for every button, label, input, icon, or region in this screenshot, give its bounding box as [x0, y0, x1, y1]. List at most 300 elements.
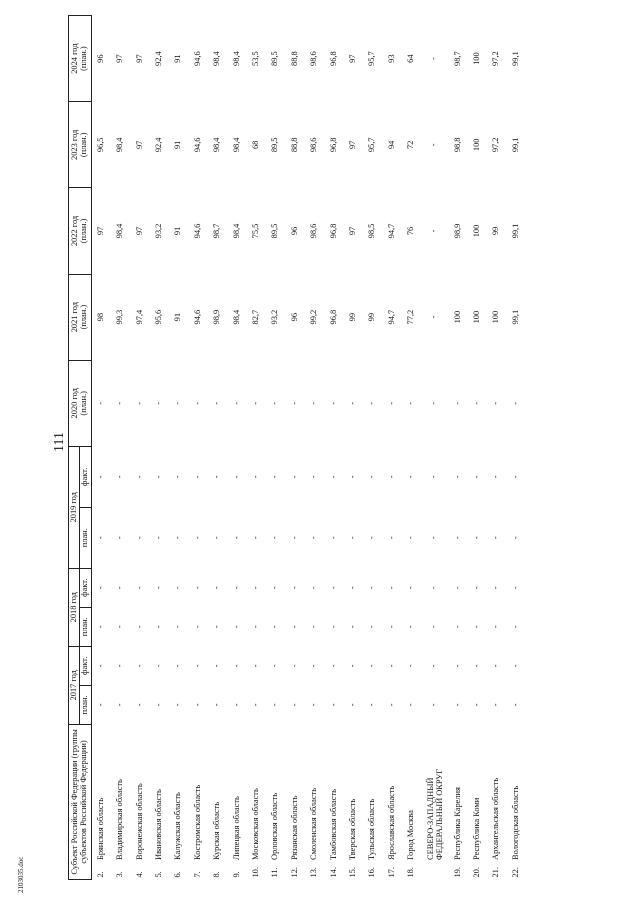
- file-name: 2103035.doc: [17, 856, 25, 893]
- value-cell: -: [309, 536, 319, 540]
- value-cell: 98,4: [231, 223, 241, 239]
- value-cell: 97,2: [491, 137, 501, 153]
- value-cell: -: [429, 536, 439, 540]
- value-cell: -: [491, 703, 501, 707]
- value-cell: -: [192, 401, 202, 405]
- region-name: Тамбовская область: [328, 789, 338, 860]
- value-cell: -: [134, 586, 144, 590]
- value-cell: 89,5: [270, 51, 280, 66]
- value-cell: -: [452, 703, 462, 707]
- value-cell: -: [173, 703, 183, 707]
- value-cell: 82,7: [251, 309, 261, 325]
- value-cell: 98,4: [231, 137, 241, 153]
- value-cell: 92,4: [154, 137, 164, 153]
- region-name: Вологодская область: [510, 785, 520, 860]
- value-cell: 75,5: [251, 223, 261, 239]
- region-name: Рязанская область: [289, 795, 299, 860]
- value-cell: -: [491, 586, 501, 590]
- row-number: 3.: [115, 871, 125, 878]
- value-cell: -: [212, 625, 222, 629]
- value-cell: -: [328, 536, 338, 540]
- value-cell: -: [328, 703, 338, 707]
- table-row: [324, 16, 343, 880]
- value-cell: -: [510, 475, 520, 479]
- value-cell: 98,7: [452, 51, 462, 66]
- value-cell: -: [367, 475, 377, 479]
- value-cell: 99,3: [115, 309, 125, 325]
- value-cell: 94,6: [192, 51, 202, 66]
- value-cell: 94: [386, 140, 396, 150]
- row-number: 12.: [289, 867, 299, 878]
- row-number: 9.: [231, 871, 241, 878]
- row-number: 17.: [386, 867, 396, 878]
- value-cell: 93,2: [154, 223, 164, 239]
- table-header: [69, 16, 92, 880]
- table-row: [91, 16, 111, 880]
- value-cell: 96,8: [328, 137, 338, 153]
- row-number: 13.: [309, 867, 319, 878]
- value-cell: -: [212, 703, 222, 707]
- value-cell: 97: [134, 140, 144, 150]
- value-cell: -: [231, 401, 241, 405]
- value-cell: 97,2: [491, 51, 501, 66]
- value-cell: -: [328, 664, 338, 668]
- value-cell: 100: [471, 310, 481, 324]
- value-cell: -: [270, 401, 280, 405]
- value-cell: -: [510, 664, 520, 668]
- value-cell: -: [309, 703, 319, 707]
- value-cell: -: [367, 586, 377, 590]
- value-cell: -: [134, 664, 144, 668]
- region-name: Орловская область: [270, 792, 280, 860]
- value-cell: -: [386, 664, 396, 668]
- value-cell: -: [289, 536, 299, 540]
- value-cell: -: [367, 703, 377, 707]
- value-cell: 88,8: [289, 137, 299, 153]
- value-cell: 91: [173, 312, 183, 322]
- value-cell: -: [328, 475, 338, 479]
- value-cell: -: [173, 475, 183, 479]
- value-cell: 96,5: [95, 137, 105, 153]
- region-name: Владимирская область: [115, 779, 125, 860]
- value-cell: 94,7: [386, 223, 396, 239]
- value-cell: 77,2: [406, 309, 416, 325]
- value-cell: 76: [406, 226, 416, 236]
- value-cell: -: [95, 586, 105, 590]
- table-row: [363, 16, 382, 880]
- value-cell: 98,4: [115, 137, 125, 153]
- value-cell: -: [367, 625, 377, 629]
- value-cell: -: [154, 536, 164, 540]
- value-cell: -: [251, 703, 261, 707]
- value-cell: -: [328, 401, 338, 405]
- region-name: Город Москва: [406, 810, 416, 860]
- value-cell: -: [429, 586, 439, 590]
- value-cell: -: [347, 586, 357, 590]
- value-cell: -: [452, 475, 462, 479]
- row-number: 11.: [270, 867, 280, 878]
- value-cell: -: [134, 475, 144, 479]
- value-cell: -: [154, 625, 164, 629]
- value-cell: 53,5: [251, 51, 261, 66]
- value-cell: 100: [471, 224, 481, 238]
- value-cell: -: [406, 664, 416, 668]
- value-cell: 98,6: [309, 223, 319, 239]
- region-name: Ярославская область: [386, 785, 396, 860]
- value-cell: 100: [471, 52, 481, 65]
- year-header-2023: 2023 год (план.): [69, 102, 92, 188]
- value-cell: -: [95, 475, 105, 479]
- value-cell: -: [491, 625, 501, 629]
- value-cell: -: [429, 475, 439, 479]
- value-cell: -: [115, 475, 125, 479]
- row-number: 10.: [251, 867, 261, 878]
- value-cell: -: [192, 586, 202, 590]
- value-cell: -: [452, 401, 462, 405]
- region-name: Московская область: [251, 788, 261, 860]
- region-name: Калужская область: [173, 792, 183, 860]
- value-cell: -: [452, 586, 462, 590]
- value-cell: 100: [452, 310, 462, 324]
- page-number: 111: [52, 432, 67, 452]
- value-cell: 94,6: [192, 309, 202, 325]
- value-cell: -: [406, 586, 416, 590]
- rotated-table-container: [68, 15, 633, 880]
- value-cell: -: [212, 664, 222, 668]
- value-cell: -: [270, 703, 280, 707]
- value-cell: -: [212, 586, 222, 590]
- value-cell: -: [95, 703, 105, 707]
- value-cell: -: [115, 703, 125, 707]
- value-cell: -: [289, 664, 299, 668]
- value-cell: -: [347, 401, 357, 405]
- row-number: 15.: [347, 867, 357, 878]
- value-cell: -: [212, 401, 222, 405]
- value-cell: 94,7: [386, 309, 396, 325]
- region-name: Смоленская область: [309, 787, 319, 860]
- year-header-2022: 2022 год (план.): [69, 188, 92, 274]
- value-cell: -: [115, 625, 125, 629]
- value-cell: -: [429, 143, 439, 147]
- table-row: [189, 16, 208, 880]
- value-cell: 88,8: [289, 51, 299, 66]
- value-cell: -: [154, 401, 164, 405]
- value-cell: -: [309, 401, 319, 405]
- value-cell: -: [452, 625, 462, 629]
- value-cell: -: [289, 703, 299, 707]
- value-cell: 97: [347, 140, 357, 150]
- value-cell: 95,7: [367, 51, 377, 66]
- value-cell: -: [471, 625, 481, 629]
- table-row: [111, 16, 130, 880]
- value-cell: 91: [173, 54, 183, 63]
- value-cell: -: [429, 315, 439, 319]
- table-row: [150, 16, 169, 880]
- row-number: 20.: [471, 867, 481, 878]
- value-cell: -: [251, 586, 261, 590]
- value-cell: 96,8: [328, 51, 338, 66]
- table-row: [305, 16, 324, 880]
- value-cell: -: [328, 625, 338, 629]
- value-cell: 98,6: [309, 51, 319, 66]
- value-cell: 98,4: [212, 51, 222, 66]
- value-cell: -: [134, 536, 144, 540]
- year-header-2017: 2017 год: [69, 646, 80, 724]
- value-cell: -: [289, 475, 299, 479]
- value-cell: -: [471, 664, 481, 668]
- value-cell: -: [212, 536, 222, 540]
- value-cell: -: [173, 401, 183, 405]
- value-cell: -: [347, 536, 357, 540]
- table-row: [421, 16, 448, 880]
- value-cell: 98,7: [212, 223, 222, 239]
- row-number: 18.: [406, 867, 416, 878]
- value-cell: 94,6: [192, 137, 202, 153]
- value-cell: -: [95, 625, 105, 629]
- value-cell: -: [173, 536, 183, 540]
- region-name: Республика Коми: [471, 797, 481, 860]
- value-cell: 99,2: [309, 309, 319, 325]
- row-number: 4.: [134, 871, 144, 878]
- value-cell: 96: [289, 312, 299, 322]
- value-cell: -: [347, 703, 357, 707]
- value-cell: -: [347, 625, 357, 629]
- table-row: [487, 16, 506, 880]
- year-header-2020: 2020 год (план.): [69, 360, 92, 446]
- value-cell: -: [154, 703, 164, 707]
- value-cell: -: [386, 475, 396, 479]
- fact-header: факт.: [80, 568, 91, 607]
- value-cell: -: [347, 475, 357, 479]
- value-cell: 98: [95, 312, 105, 322]
- value-cell: -: [173, 586, 183, 590]
- value-cell: -: [251, 475, 261, 479]
- value-cell: 98,5: [367, 223, 377, 239]
- value-cell: 97: [115, 54, 125, 63]
- value-cell: -: [289, 401, 299, 405]
- region-name: Брянская область: [95, 797, 105, 860]
- table-row: [448, 16, 467, 880]
- value-cell: 98,6: [309, 137, 319, 153]
- value-cell: 94,6: [192, 223, 202, 239]
- value-cell: -: [471, 475, 481, 479]
- table-row: [169, 16, 188, 880]
- value-cell: -: [173, 664, 183, 668]
- value-cell: -: [270, 586, 280, 590]
- value-cell: -: [251, 625, 261, 629]
- value-cell: 98,4: [231, 309, 241, 325]
- value-cell: -: [452, 536, 462, 540]
- value-cell: -: [406, 625, 416, 629]
- value-cell: -: [192, 475, 202, 479]
- value-cell: -: [115, 401, 125, 405]
- value-cell: 96: [289, 226, 299, 236]
- value-cell: -: [471, 401, 481, 405]
- value-cell: 99,1: [510, 223, 520, 239]
- value-cell: -: [192, 536, 202, 540]
- row-number: [421, 860, 448, 880]
- value-cell: 97: [134, 226, 144, 236]
- value-cell: -: [429, 664, 439, 668]
- value-cell: -: [491, 401, 501, 405]
- value-cell: 99: [491, 226, 501, 236]
- value-cell: -: [510, 536, 520, 540]
- value-cell: 64: [406, 54, 416, 63]
- value-cell: 93: [386, 54, 396, 63]
- value-cell: -: [386, 536, 396, 540]
- subject-header: Субъект Российской Федерации (группы субъектов Российской Федерации): [69, 724, 92, 879]
- region-name: Республика Карелия: [452, 787, 462, 860]
- value-cell: 92,4: [154, 51, 164, 66]
- value-cell: 98,4: [231, 51, 241, 66]
- value-cell: 95,7: [367, 137, 377, 153]
- value-cell: -: [212, 475, 222, 479]
- value-cell: -: [309, 586, 319, 590]
- value-cell: -: [510, 586, 520, 590]
- row-number: 14.: [328, 867, 338, 878]
- value-cell: -: [429, 229, 439, 233]
- value-cell: 100: [471, 138, 481, 152]
- value-cell: -: [510, 401, 520, 405]
- value-cell: -: [491, 664, 501, 668]
- table-row: [506, 16, 525, 880]
- value-cell: -: [429, 703, 439, 707]
- value-cell: -: [154, 664, 164, 668]
- value-cell: -: [95, 401, 105, 405]
- table-row: [468, 16, 487, 880]
- region-name: Костромская область: [192, 784, 202, 860]
- region-name: Курская область: [212, 801, 222, 860]
- value-cell: -: [134, 401, 144, 405]
- value-cell: -: [231, 475, 241, 479]
- region-name: Воронежская область: [134, 783, 144, 860]
- value-cell: -: [328, 586, 338, 590]
- value-cell: -: [367, 536, 377, 540]
- value-cell: 95,6: [154, 309, 164, 325]
- value-cell: 91: [173, 140, 183, 150]
- year-header-2024: 2024 год (план.): [69, 16, 92, 102]
- value-cell: -: [192, 703, 202, 707]
- value-cell: 99: [367, 312, 377, 322]
- value-cell: -: [386, 401, 396, 405]
- value-cell: 96,8: [328, 309, 338, 325]
- value-cell: -: [386, 586, 396, 590]
- value-cell: 99,1: [510, 309, 520, 325]
- region-name: Тверская область: [347, 798, 357, 860]
- value-cell: 72: [406, 140, 416, 150]
- value-cell: -: [270, 664, 280, 668]
- value-cell: -: [270, 536, 280, 540]
- value-cell: -: [134, 703, 144, 707]
- value-cell: -: [270, 475, 280, 479]
- value-cell: 98,4: [115, 223, 125, 239]
- value-cell: -: [406, 475, 416, 479]
- value-cell: -: [289, 625, 299, 629]
- value-cell: 99,1: [510, 137, 520, 153]
- value-cell: 89,5: [270, 223, 280, 239]
- year-header-2021: 2021 год (план.): [69, 274, 92, 360]
- value-cell: -: [251, 664, 261, 668]
- row-number: 19.: [452, 867, 462, 878]
- fact-header: факт.: [80, 646, 91, 685]
- value-cell: -: [406, 536, 416, 540]
- value-cell: -: [510, 625, 520, 629]
- row-number: 7.: [192, 871, 202, 878]
- value-cell: -: [270, 625, 280, 629]
- value-cell: -: [386, 703, 396, 707]
- region-name: Тульская область: [367, 798, 377, 860]
- table-row: [130, 16, 149, 880]
- value-cell: -: [429, 401, 439, 405]
- value-cell: 98,9: [212, 309, 222, 325]
- year-header-2019: 2019 год: [69, 446, 80, 568]
- value-cell: 98,9: [452, 223, 462, 239]
- value-cell: -: [231, 703, 241, 707]
- value-cell: 98,8: [452, 137, 462, 153]
- row-number: 6.: [173, 871, 183, 878]
- value-cell: -: [452, 664, 462, 668]
- value-cell: -: [491, 536, 501, 540]
- table-row: [286, 16, 305, 880]
- plan-header: план.: [80, 607, 91, 646]
- value-cell: -: [115, 536, 125, 540]
- row-number: 22.: [510, 867, 520, 878]
- value-cell: -: [367, 401, 377, 405]
- value-cell: -: [154, 586, 164, 590]
- value-cell: -: [173, 625, 183, 629]
- value-cell: -: [510, 703, 520, 707]
- row-number: 5.: [154, 871, 164, 878]
- row-number: 16.: [367, 867, 377, 878]
- value-cell: -: [192, 625, 202, 629]
- table-row: [402, 16, 421, 880]
- value-cell: -: [231, 664, 241, 668]
- value-cell: -: [251, 401, 261, 405]
- value-cell: 100: [491, 310, 501, 324]
- value-cell: -: [367, 664, 377, 668]
- value-cell: -: [491, 475, 501, 479]
- value-cell: 99: [347, 312, 357, 322]
- value-cell: -: [471, 586, 481, 590]
- value-cell: -: [154, 475, 164, 479]
- table-row: [344, 16, 363, 880]
- value-cell: -: [471, 536, 481, 540]
- table-body: [91, 16, 526, 880]
- row-number: 8.: [212, 871, 222, 878]
- row-number: 2.: [95, 871, 105, 878]
- value-cell: -: [309, 475, 319, 479]
- value-cell: 97: [347, 54, 357, 63]
- row-number: 21.: [491, 867, 501, 878]
- value-cell: -: [231, 536, 241, 540]
- value-cell: 91: [173, 226, 183, 236]
- value-cell: -: [115, 664, 125, 668]
- value-cell: -: [231, 586, 241, 590]
- value-cell: -: [95, 664, 105, 668]
- table-row: [208, 16, 227, 880]
- value-cell: 89,5: [270, 137, 280, 153]
- value-cell: -: [289, 586, 299, 590]
- value-cell: -: [115, 586, 125, 590]
- region-name: Ивановская область: [154, 789, 164, 860]
- value-cell: -: [429, 625, 439, 629]
- value-cell: -: [134, 625, 144, 629]
- value-cell: -: [231, 625, 241, 629]
- region-name: СЕВЕРО-ЗАПАДНЫЙ ФЕДЕРАЛЬНЫЙ ОКРУГ: [425, 768, 444, 860]
- value-cell: -: [406, 703, 416, 707]
- value-cell: -: [95, 536, 105, 540]
- value-cell: 98,4: [212, 137, 222, 153]
